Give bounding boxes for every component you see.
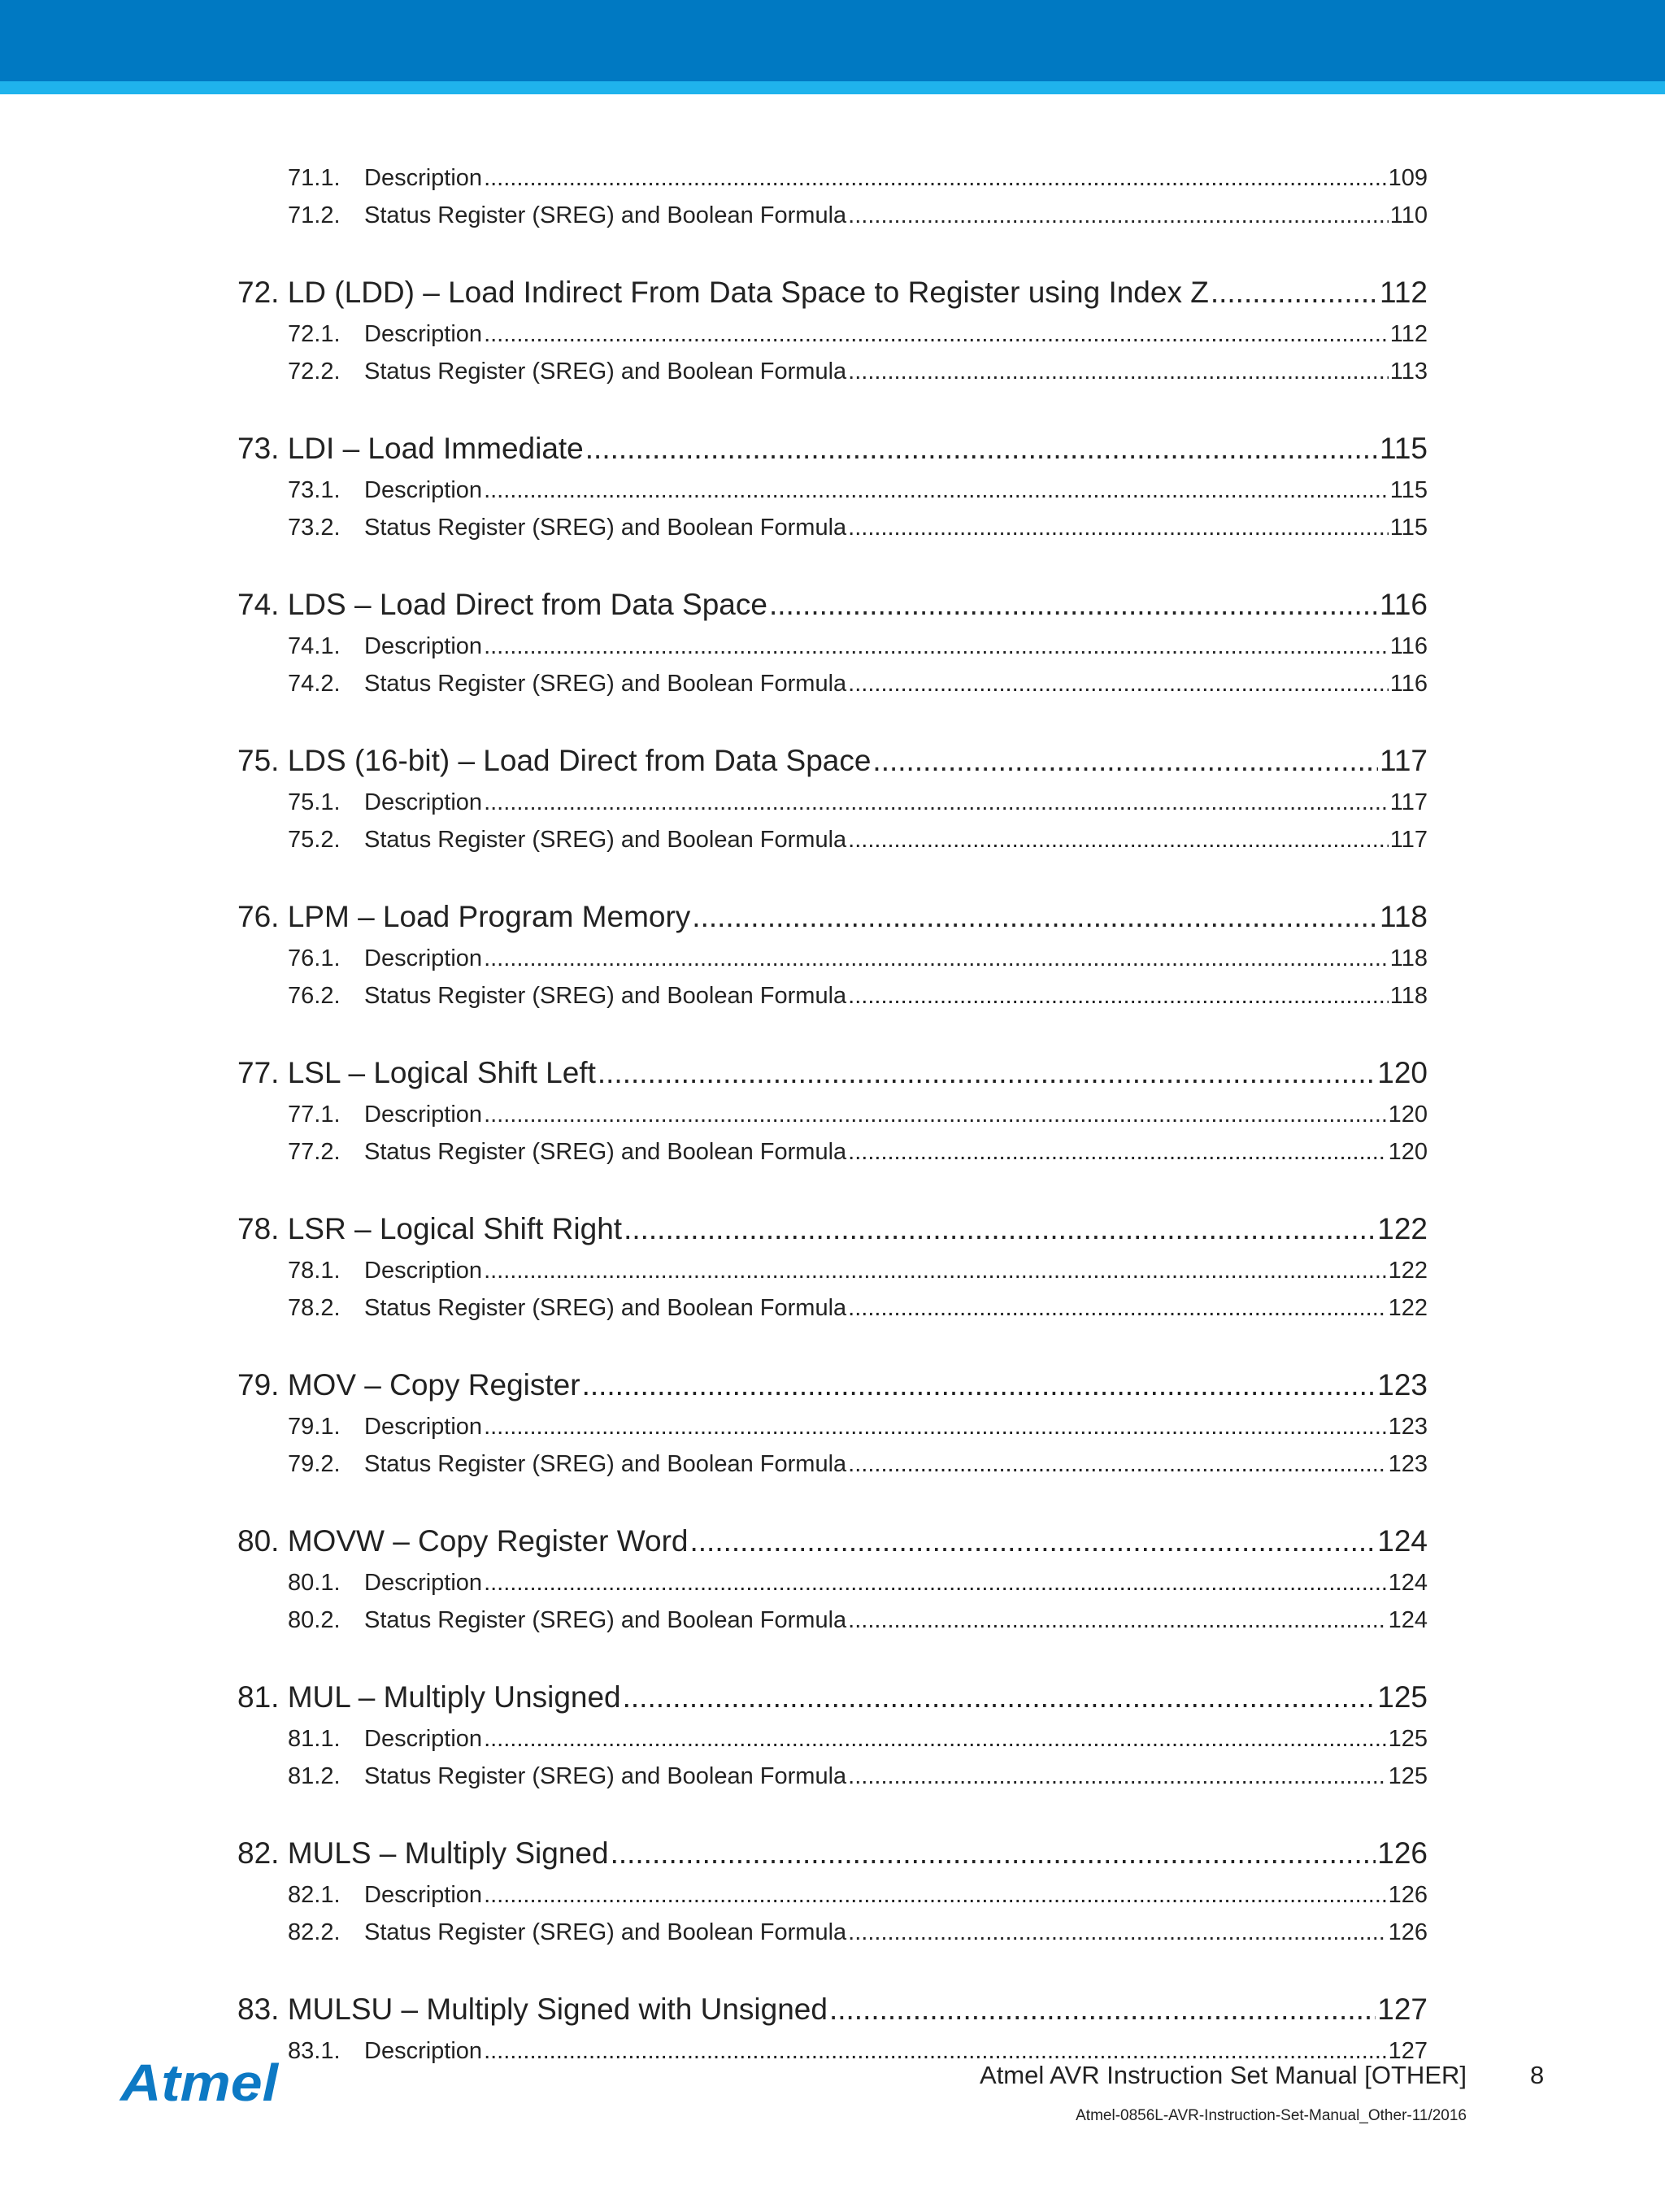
header-stripe — [0, 81, 1665, 94]
toc-entry-major[interactable] — [237, 426, 1428, 472]
toc-entry-title: Description — [364, 165, 483, 191]
toc-leader-dots — [848, 821, 1389, 858]
toc-entry-page: 120 — [1388, 1139, 1428, 1165]
toc-entry-page: 127 — [1388, 2038, 1428, 2064]
toc-entry-minor[interactable] — [237, 1601, 1428, 1639]
toc-leader-dots — [582, 1362, 1376, 1408]
toc-entry-minor[interactable] — [237, 1445, 1428, 1483]
toc-entry-title: Status Register (SREG) and Boolean Formula — [364, 1451, 847, 1477]
toc-entry-title: Status Register (SREG) and Boolean Formula — [364, 1607, 847, 1633]
toc-leader-dots — [484, 784, 1389, 821]
toc-entry-title: Description — [364, 633, 483, 659]
toc-entry-page: 109 — [1388, 165, 1428, 191]
toc-entry-page: 124 — [1388, 1607, 1428, 1633]
toc-entry-number: 75.1. — [288, 789, 341, 815]
toc-leader-dots — [484, 472, 1389, 509]
toc-entry-page: 122 — [1388, 1258, 1428, 1284]
toc-entry-title: 80. MOVW – Copy Register Word — [237, 1524, 689, 1558]
toc-entry-page: 127 — [1377, 1993, 1428, 2026]
toc-entry-minor[interactable] — [237, 1758, 1428, 1795]
toc-entry-minor[interactable] — [237, 1408, 1428, 1445]
toc-entry-number: 76.2. — [288, 983, 341, 1009]
toc-entry-page: 123 — [1377, 1368, 1428, 1402]
toc-entry-minor[interactable] — [237, 1289, 1428, 1327]
toc-leader-dots — [848, 1758, 1386, 1795]
toc-entry-minor[interactable] — [237, 197, 1428, 234]
toc-entry-title: Description — [364, 1414, 483, 1440]
toc-leader-dots — [848, 1133, 1386, 1171]
toc-entry-number: 73.1. — [288, 477, 341, 503]
toc-entry-number: 72.2. — [288, 359, 341, 385]
toc-entry-page: 126 — [1388, 1882, 1428, 1908]
toc-leader-dots — [484, 628, 1389, 665]
toc-leader-dots — [484, 1096, 1387, 1133]
toc-entry-title: 81. MUL – Multiply Unsigned — [237, 1680, 621, 1714]
toc-entry-page: 117 — [1380, 744, 1428, 777]
toc-entry-number: 79.1. — [288, 1414, 341, 1440]
toc-entry-minor[interactable] — [237, 1133, 1428, 1171]
toc-entry-page: 125 — [1388, 1726, 1428, 1752]
toc-leader-dots — [848, 1445, 1386, 1483]
toc-entry-page: 124 — [1377, 1524, 1428, 1558]
toc-entry-major[interactable] — [237, 738, 1428, 784]
toc-entry-page: 118 — [1380, 900, 1428, 933]
toc-leader-dots — [872, 738, 1378, 784]
toc-leader-dots — [484, 1252, 1387, 1289]
toc-entry-minor[interactable] — [237, 1252, 1428, 1289]
toc-entry-page: 123 — [1388, 1451, 1428, 1477]
toc-entry-minor[interactable] — [237, 1914, 1428, 1951]
toc-entry-title: Description — [364, 789, 483, 815]
atmel-logo — [119, 2055, 281, 2112]
toc-leader-dots — [623, 1675, 1376, 1720]
toc-entry-major[interactable] — [237, 894, 1428, 940]
toc-leader-dots — [848, 1289, 1386, 1327]
toc-entry-title: Status Register (SREG) and Boolean Formula — [364, 1139, 847, 1165]
toc-entry-title: Status Register (SREG) and Boolean Formula — [364, 827, 847, 853]
toc-entry-number: 77.1. — [288, 1102, 341, 1128]
toc-leader-dots — [769, 582, 1378, 628]
toc-entry-minor[interactable] — [237, 784, 1428, 821]
toc-entry-title: 79. MOV – Copy Register — [237, 1368, 580, 1402]
toc-entry-page: 120 — [1377, 1056, 1428, 1089]
toc-entry-title: Status Register (SREG) and Boolean Formula — [364, 202, 847, 228]
toc-entry-title: 83. MULSU – Multiply Signed with Unsigned — [237, 1993, 828, 2026]
toc-leader-dots — [624, 1206, 1376, 1252]
toc-leader-dots — [848, 1601, 1386, 1639]
toc-leader-dots — [848, 1914, 1386, 1951]
toc-entry-page: 117 — [1389, 827, 1428, 853]
toc-entry-number: 73.2. — [288, 515, 341, 541]
toc-leader-dots — [598, 1050, 1376, 1096]
toc-entry-page: 122 — [1377, 1212, 1428, 1245]
toc-entry-major[interactable] — [237, 1050, 1428, 1096]
toc-entry-number: 81.2. — [288, 1763, 341, 1789]
toc-entry-number: 77.2. — [288, 1139, 341, 1165]
footer-page-number: 8 — [1530, 2061, 1545, 2089]
toc-leader-dots — [484, 1876, 1387, 1914]
toc-entry-page: 117 — [1389, 789, 1428, 815]
toc-entry-major[interactable] — [237, 1831, 1428, 1876]
toc-entry-page: 124 — [1388, 1570, 1428, 1596]
toc-entry-title: 76. LPM – Load Program Memory — [237, 900, 691, 933]
toc-leader-dots — [1211, 270, 1378, 315]
toc-entry-title: Description — [364, 945, 483, 971]
toc-entry-number: 78.2. — [288, 1295, 341, 1321]
toc-entry-page: 120 — [1388, 1102, 1428, 1128]
toc-entry-title: Description — [364, 477, 483, 503]
toc-entry-title: Status Register (SREG) and Boolean Formula — [364, 1763, 847, 1789]
toc-entry-title: Description — [364, 321, 483, 347]
table-of-contents — [237, 159, 1428, 2106]
toc-entry-minor[interactable] — [237, 1720, 1428, 1758]
toc-entry-page: 115 — [1380, 432, 1428, 465]
toc-entry-number: 82.1. — [288, 1882, 341, 1908]
toc-entry-number: 82.2. — [288, 1919, 341, 1945]
atmel-logo-text: Atmel — [119, 2055, 280, 2112]
toc-entry-title: 74. LDS – Load Direct from Data Space — [237, 588, 767, 621]
toc-entry-title: Description — [364, 2038, 483, 2064]
toc-entry-title: Status Register (SREG) and Boolean Formula — [364, 359, 847, 385]
toc-section — [237, 1362, 1428, 1483]
toc-entry-major[interactable] — [237, 270, 1428, 315]
toc-entry-title: 77. LSL – Logical Shift Left — [237, 1056, 596, 1089]
toc-leader-dots — [848, 977, 1389, 1015]
toc-entry-minor[interactable] — [237, 940, 1428, 977]
toc-leader-dots — [585, 426, 1378, 472]
toc-leader-dots — [611, 1831, 1376, 1876]
header-banner — [0, 0, 1665, 81]
toc-entry-page: 113 — [1389, 359, 1428, 385]
toc-entry-title: Status Register (SREG) and Boolean Formula — [364, 1919, 847, 1945]
toc-entry-number: 71.1. — [288, 165, 341, 191]
toc-entry-title: Status Register (SREG) and Boolean Formula — [364, 1295, 847, 1321]
toc-entry-page: 116 — [1389, 633, 1428, 659]
toc-section — [237, 738, 1428, 858]
toc-section — [237, 426, 1428, 546]
toc-entry-title: Description — [364, 1102, 483, 1128]
toc-entry-title: 75. LDS (16-bit) – Load Direct from Data Space — [237, 744, 872, 777]
toc-entry-major[interactable] — [237, 1206, 1428, 1252]
toc-entry-minor[interactable] — [237, 628, 1428, 665]
toc-entry-minor[interactable] — [237, 472, 1428, 509]
toc-section — [237, 1831, 1428, 1951]
toc-leader-dots — [848, 509, 1389, 546]
toc-section — [237, 1987, 1428, 2070]
toc-entry-minor[interactable] — [237, 353, 1428, 390]
toc-entry-minor[interactable] — [237, 1876, 1428, 1914]
toc-section — [237, 1206, 1428, 1327]
toc-leader-dots — [484, 315, 1389, 353]
toc-entry-title: Status Register (SREG) and Boolean Formula — [364, 671, 847, 697]
toc-entry-title: Description — [364, 1882, 483, 1908]
footer-document-id: Atmel-0856L-AVR-Instruction-Set-Manual_Other-11/2016 — [1076, 2107, 1467, 2124]
toc-section — [237, 582, 1428, 702]
toc-leader-dots — [692, 894, 1378, 940]
toc-entry-title: 78. LSR – Logical Shift Right — [237, 1212, 623, 1245]
toc-entry-number: 80.1. — [288, 1570, 341, 1596]
toc-entry-page: 115 — [1389, 477, 1428, 503]
toc-entry-number: 79.2. — [288, 1451, 341, 1477]
toc-entry-major[interactable] — [237, 1987, 1428, 2032]
toc-entry-number: 80.2. — [288, 1607, 341, 1633]
toc-entry-major[interactable] — [237, 582, 1428, 628]
toc-entry-minor[interactable] — [237, 159, 1428, 197]
toc-leader-dots — [484, 940, 1389, 977]
toc-entry-title: 73. LDI – Load Immediate — [237, 432, 584, 465]
footer-manual-title: Atmel AVR Instruction Set Manual [OTHER] — [980, 2061, 1467, 2089]
toc-leader-dots — [484, 1564, 1387, 1601]
toc-entry-number: 83.1. — [288, 2038, 341, 2064]
toc-entry-title: Status Register (SREG) and Boolean Formula — [364, 515, 847, 541]
toc-section — [237, 270, 1428, 390]
toc-section — [237, 159, 1428, 234]
toc-leader-dots — [829, 1987, 1376, 2032]
toc-entry-page: 115 — [1389, 515, 1428, 541]
toc-entry-number: 78.1. — [288, 1258, 341, 1284]
toc-entry-title: Description — [364, 1258, 483, 1284]
toc-entry-number: 74.2. — [288, 671, 341, 697]
toc-section — [237, 1675, 1428, 1795]
toc-entry-major[interactable] — [237, 1675, 1428, 1720]
toc-entry-page: 126 — [1377, 1836, 1428, 1870]
toc-entry-page: 110 — [1389, 202, 1428, 228]
toc-entry-page: 123 — [1388, 1414, 1428, 1440]
toc-leader-dots — [848, 197, 1389, 234]
toc-entry-page: 122 — [1388, 1295, 1428, 1321]
toc-entry-title: Description — [364, 1570, 483, 1596]
toc-entry-minor[interactable] — [237, 1096, 1428, 1133]
toc-entry-number: 74.1. — [288, 633, 341, 659]
toc-entry-title: 72. LD (LDD) – Load Indirect From Data Space to Register using Index Z — [237, 276, 1209, 309]
toc-entry-minor[interactable] — [237, 821, 1428, 858]
toc-entry-title: 82. MULS – Multiply Signed — [237, 1836, 609, 1870]
toc-entry-minor[interactable] — [237, 665, 1428, 702]
toc-entry-number: 72.1. — [288, 321, 341, 347]
toc-entry-page: 112 — [1380, 276, 1428, 309]
toc-entry-page: 112 — [1389, 321, 1428, 347]
toc-entry-page: 116 — [1380, 588, 1428, 621]
toc-entry-minor[interactable] — [237, 315, 1428, 353]
toc-entry-major[interactable] — [237, 1362, 1428, 1408]
toc-leader-dots — [484, 159, 1387, 197]
toc-entry-page: 125 — [1388, 1763, 1428, 1789]
toc-entry-number: 71.2. — [288, 202, 341, 228]
toc-entry-page: 126 — [1388, 1919, 1428, 1945]
toc-entry-page: 116 — [1389, 671, 1428, 697]
toc-entry-number: 76.1. — [288, 945, 341, 971]
toc-entry-page: 118 — [1389, 983, 1428, 1009]
toc-leader-dots — [848, 665, 1389, 702]
toc-entry-major[interactable] — [237, 1519, 1428, 1564]
toc-leader-dots — [848, 353, 1389, 390]
toc-entry-minor[interactable] — [237, 977, 1428, 1015]
toc-entry-title: Status Register (SREG) and Boolean Formula — [364, 983, 847, 1009]
toc-entry-minor[interactable] — [237, 509, 1428, 546]
toc-section — [237, 1050, 1428, 1171]
toc-entry-page: 125 — [1377, 1680, 1428, 1714]
toc-section — [237, 894, 1428, 1015]
toc-entry-title: Description — [364, 1726, 483, 1752]
toc-leader-dots — [484, 1408, 1387, 1445]
toc-section — [237, 1519, 1428, 1639]
toc-leader-dots — [484, 1720, 1387, 1758]
toc-entry-number: 75.2. — [288, 827, 341, 853]
toc-entry-page: 118 — [1389, 945, 1428, 971]
toc-leader-dots — [690, 1519, 1376, 1564]
toc-entry-minor[interactable] — [237, 1564, 1428, 1601]
toc-entry-number: 81.1. — [288, 1726, 341, 1752]
